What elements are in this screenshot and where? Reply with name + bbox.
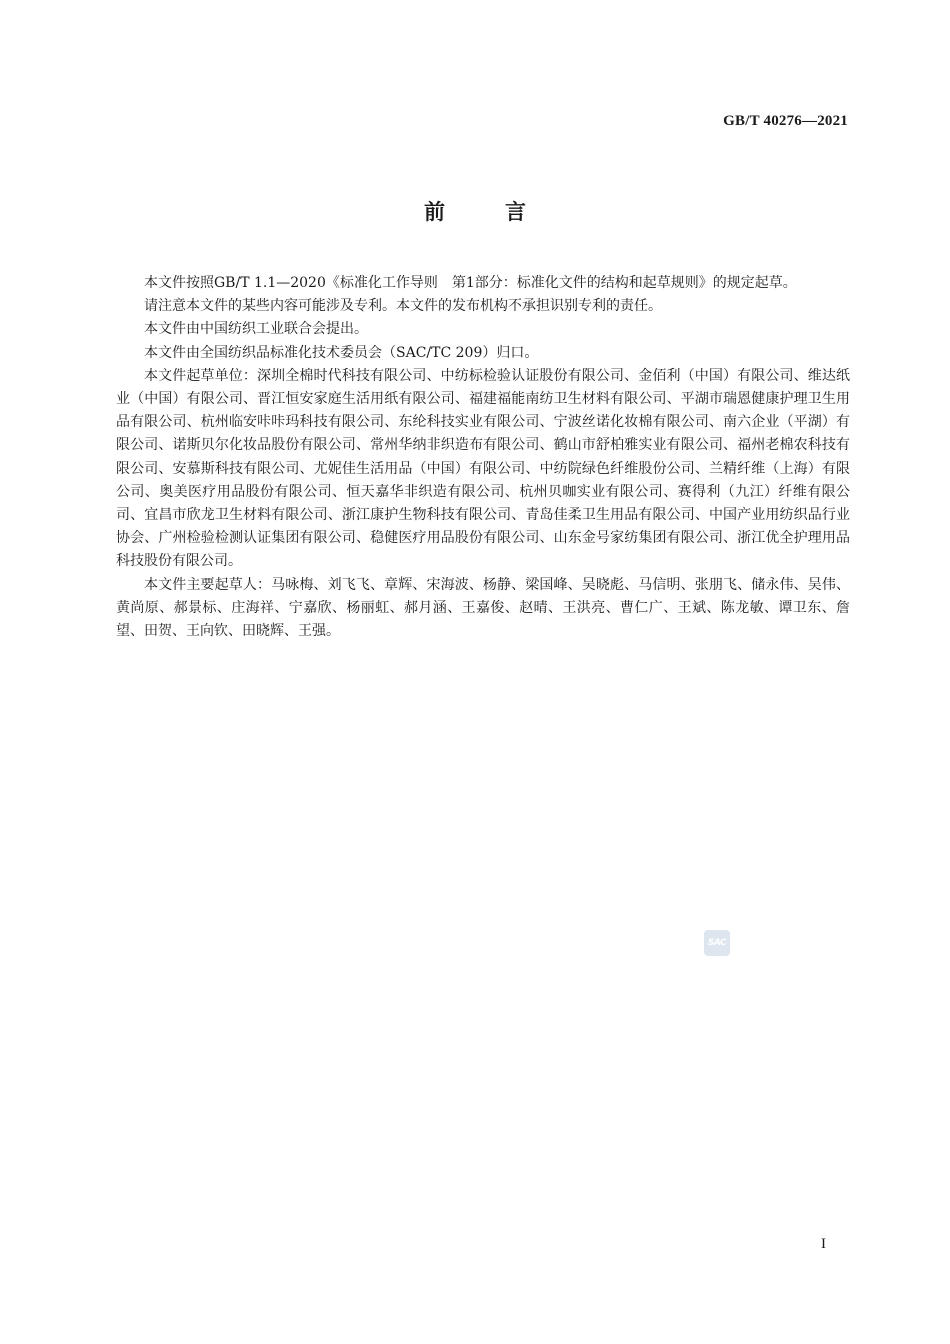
sac-watermark-logo: SAC xyxy=(704,930,730,956)
paragraph-drafters: 本文件主要起草人：马咏梅、刘飞飞、章辉、宋海波、杨静、梁国峰、吴晓彪、马信明、张朋飞、储永伟、吴伟、黄尚原、郝景标、庄海祥、宁嘉欣、杨丽虹、郝月涵、王嘉俊、赵晴、王洪亮、曹仁广、王斌、陈龙敏、谭卫东、詹望、田贺、王向钦、田晓辉、王强。 xyxy=(116,576,850,640)
document-body xyxy=(116,272,850,643)
paragraph-proposer: 本文件由中国纺织工业联合会提出。 xyxy=(144,321,368,338)
paragraph-drafting-units: 本文件起草单位：深圳全棉时代科技有限公司、中纺标检验认证股份有限公司、金佰利（中国）有限公司、维达纸业（中国）有限公司、晋江恒安家庭生活用纸有限公司、福建福能南纺卫生材料有限公司、平湖市瑞恩健康护理卫生用品有限公司、杭州临安咔咔玛科技有限公司、东纶科技实业有限公司、宁波丝诺化妆棉有限公司、南六企业（平湖）有限公司、诺斯贝尔化妆品股份有限公司、常州华纳非织造布有限公司、鹤山市舒柏雅实业有限公司、福州老棉农科技有限公司、安慕斯科技有限公司、尤妮佳生活用品（中国）有限公司、中纺院绿色纤维股份公司、兰精纤维（上海）有限公司、奥美医疗用品股份有限公司、恒天嘉华非织造有限公司、杭州贝咖实业有限公司、赛得利（九江）纤维有限公司、宜昌市欣龙卫生材料有限公司、浙江康护生物科技有限公司、青岛佳柔卫生用品有限公司、中国产业用纺织品行业协会、广州检验检测认证集团有限公司、稳健医疗用品股份有限公司、山东金号家纺集团有限公司、浙江优全护理用品科技股份有限公司。 xyxy=(116,367,850,570)
paragraph-drafting-rules: 本文件按照GB/T 1.1—2020《标准化工作导则 第1部分：标准化文件的结构和起草规则》的规定起草。 xyxy=(144,275,797,291)
page-number: I xyxy=(821,1236,826,1252)
paragraph-technical-committee: 本文件由全国纺织品标准化技术委员会（SAC/TC 209）归口。 xyxy=(144,344,539,361)
standard-number: GB/T 40276—2021 xyxy=(723,113,848,129)
page-title: 前言 xyxy=(424,200,586,224)
paragraph-patent-notice: 请注意本文件的某些内容可能涉及专利。本文件的发布机构不承担识别专利的责任。 xyxy=(144,298,662,315)
